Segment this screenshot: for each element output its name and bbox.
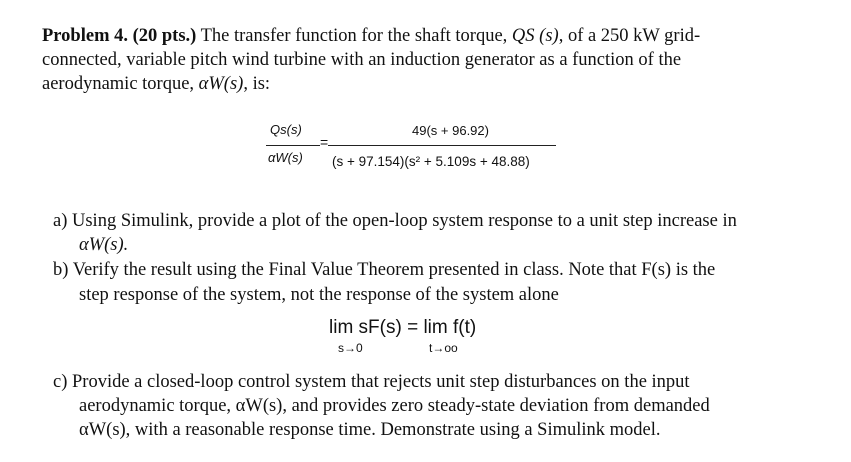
- part-a-line-1: a) Using Simulink, provide a plot of the open-loop system response to a unit step increase in: [53, 211, 737, 231]
- fvt-right-limit: t→oo: [429, 341, 458, 355]
- equals-sign: =: [320, 134, 329, 150]
- part-c: [53, 370, 843, 442]
- problem-line-1-tail: , of a 250 kW grid-: [558, 26, 701, 46]
- final-value-theorem: lim sF(s) = lim f(t): [329, 317, 477, 338]
- part-b-line-1: b) Verify the result using the Final Value Theorem presented in class. Note that F(s) is the: [53, 260, 716, 280]
- part-c-line-3: αW(s), with a reasonable response time. Demonstrate using a Simulink model.: [79, 420, 661, 440]
- part-b-line-2: step response of the system, not the response of the system alone: [79, 285, 559, 305]
- rhs-numerator: 49(s + 96.92): [412, 123, 489, 138]
- aero-torque-symbol: αW(s): [198, 74, 244, 94]
- transfer-function-equation: [262, 118, 562, 198]
- part-c-line-1: c) Provide a closed-loop control system that rejects unit step disturbances on the input: [53, 372, 690, 392]
- problem-line-3: [42, 72, 832, 96]
- problem-statement: [42, 24, 832, 96]
- problem-line-2: connected, variable pitch wind turbine with an induction generator as a function of the: [42, 50, 682, 70]
- lhs-denominator: αW(s): [268, 150, 303, 165]
- part-b: [53, 258, 843, 308]
- problem-line-1-text: The transfer function for the shaft torque,: [196, 26, 512, 46]
- part-c-line-2: aerodynamic torque, αW(s), and provides zero steady-state deviation from demanded: [79, 396, 710, 416]
- problem-line-3-text: aerodynamic torque,: [42, 74, 199, 94]
- problem-heading: Problem 4. (20 pts.): [42, 26, 197, 46]
- lhs-numerator: Qs(s): [270, 122, 302, 137]
- problem-line-1: [42, 24, 832, 48]
- lhs-fraction-bar: [266, 145, 320, 146]
- rhs-fraction-bar: [328, 145, 556, 146]
- part-a: [53, 209, 833, 257]
- shaft-torque-symbol: QS (s): [511, 26, 559, 46]
- problem-line-3-tail: , is:: [243, 74, 271, 94]
- rhs-denominator: (s + 97.154)(s² + 5.109s + 48.88): [332, 154, 530, 169]
- part-a-line-2: αW(s).: [79, 235, 129, 255]
- fvt-left-limit: s→0: [338, 341, 363, 355]
